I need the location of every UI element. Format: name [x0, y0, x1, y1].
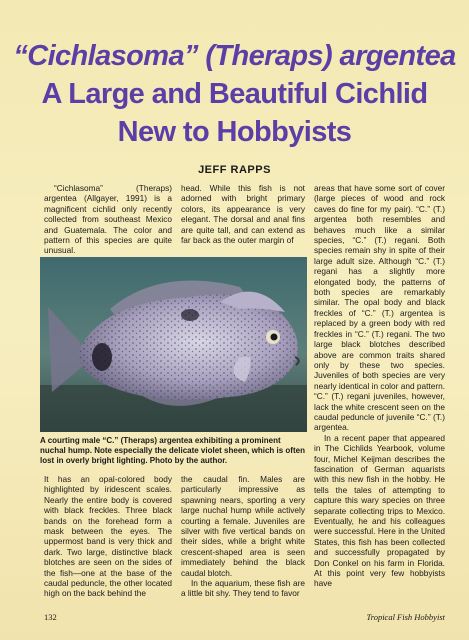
column-1-top: [44, 183, 172, 256]
page-number: 132: [44, 612, 57, 622]
photo-caption: A courting male “C.” (Theraps) argentea exhibiting a prominent nuchal hump. Note especially the delicate violet sheen, which is often lost in overly bright lighting. Photo by the author.: [40, 436, 305, 465]
title-line-1: “Cichlasoma” (Theraps) argentea: [13, 40, 456, 72]
column-1-bottom: [44, 474, 172, 604]
fish-photo: [40, 257, 307, 432]
column-2-top: [181, 183, 305, 249]
cichlid-illustration: [40, 257, 307, 432]
title-line-3: New to Hobbyists: [117, 116, 352, 148]
title-line-2: A Large and Beautiful Cichlid: [41, 78, 428, 110]
paragraph: In a recent paper that appeared in The Cichlids Yearbook, volume four, Michel Keijman describes the fascination of German aquarists with this new fish in the hobby. He tells the tales of attempting to capture this wary species on three separate collecting trips to Mexico. Eventually, he and his colleagues were successful. Here in the United States, this fish has been collected and successfully propagated by Don Conkel on his farm in Florida. At this point very few hobbyists have: [314, 432, 445, 589]
paragraph: “Cichlasoma” (Theraps) argentea (Allgayer, 1991) is a magnificent cichlid only recently collected from southeast Mexico and Guatemala. The color and pattern of this species are quite unusual.: [44, 183, 172, 256]
paragraph: It has an opal-colored body highlighted by iridescent scales. Nearly the entire body is covered with black freckles. Three black bands on the forehead form a mask between the eyes. The uppermost band is very thick and dark. Two large, distinctive black blotches are seen on the sides of the fish—one at the base of the caudal peduncle, the other located high on the back behind the: [44, 474, 172, 599]
paragraph: In the aquarium, these fish are a little bit shy. They tend to favor: [181, 578, 305, 599]
paragraph: areas that have some sort of cover (large pieces of wood and rock caves do fine for my pair). “C.” (T.) argentea both resembles and behaves much like a similar species, “C.” (T.) regani. Both species remain shy in spite of their large adult size. Although “C.” (T.) regani has a slightly more elongated body, the patterns of both species are remarkably similar. The opal body and black freckles of “C.” (T.) argentea is replaced by a green body with red freckles in “C.” (T.) regani. The two large black blotches described above are common traits shared only by these two species. Juveniles of both species are very nearly identical in color and pattern. “C.” (T.) regani juveniles, however, lack the white crescent seen on the caudal peduncle of juvenile “C.” (T.) argentea.: [314, 183, 445, 433]
paragraph: the caudal fin. Males are particularly impressive as spawning nears, sporting a very large nuchal hump while actively courting a female. Juveniles are silver with five vertical bands on their sides, while a bright white crescent-shaped area is seen immediately behind the black caudal blotch.: [181, 474, 305, 578]
paragraph: head. While this fish is not adorned with bright primary colors, its appearance is very elegant. The dorsal and anal fins are quite tall, and can extend as far back as the outer margin of: [181, 183, 305, 246]
author-byline: JEFF RAPPS: [198, 164, 271, 176]
column-3: [314, 183, 445, 603]
magazine-name: Tropical Fish Hobbyist: [366, 612, 445, 622]
column-2-bottom: [181, 474, 305, 604]
